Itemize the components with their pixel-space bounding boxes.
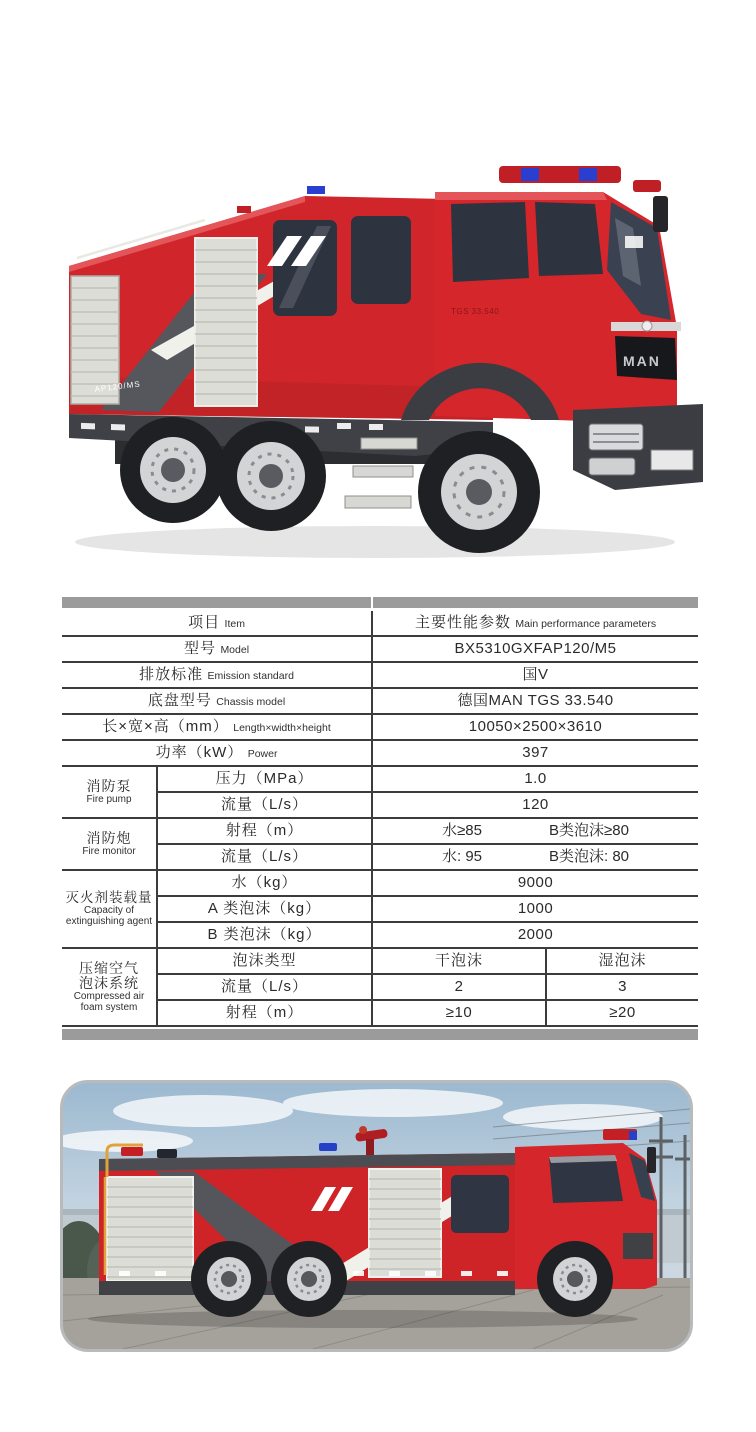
side-rear-wheel-1 xyxy=(191,1241,267,1317)
spec-table xyxy=(62,611,698,1027)
mirror-side xyxy=(647,1147,656,1173)
cab-light-bar xyxy=(499,166,661,192)
roof-beacon-red xyxy=(237,206,251,213)
spec-table-section xyxy=(62,597,698,1040)
cab-door-window xyxy=(451,202,529,282)
front-bumper xyxy=(573,404,703,490)
mid-shutter-side xyxy=(369,1169,441,1277)
group-cafs: 压缩空气泡沫系统 Compressed air foam system xyxy=(62,948,157,1026)
row-emission: 排放标准 Emission standard 国V xyxy=(62,662,698,688)
table-top-accent-bar xyxy=(62,597,698,608)
front-wheel xyxy=(418,431,540,553)
row-power: 功率（kW） Power 397 xyxy=(62,740,698,766)
body-code-text: AP120/MS xyxy=(94,379,142,394)
cab-model-text: TGS 33.540 xyxy=(451,307,500,316)
row-chassis: 底盘型号 Chassis model 德国MAN TGS 33.540 xyxy=(62,688,698,714)
group-agent-capacity: 灭火剂装载量 Capacity of extinguishing agent xyxy=(62,870,157,948)
truck-front-illustration xyxy=(55,108,705,568)
row-cafs-range: 射程（m） ≥10 ≥20 xyxy=(62,1000,698,1026)
truck-photo-side xyxy=(60,1080,693,1352)
ground-shadow xyxy=(75,526,675,558)
group-fire-pump: 消防泵 Fire pump xyxy=(62,766,157,818)
roof-beacon-blue xyxy=(307,186,325,194)
row-monitor-range: 消防炮 Fire monitor 射程（m） 水≥85 B类泡沫≥80 xyxy=(62,818,698,844)
cab-side-window xyxy=(535,202,603,276)
group-fire-monitor: 消防炮 Fire monitor xyxy=(62,818,157,870)
row-dimensions: 长×宽×高（mm） Length×width×height 10050×2500×3610 xyxy=(62,714,698,740)
rear-wheel-1 xyxy=(120,417,226,523)
row-cafs-foam-type: 压缩空气泡沫系统 Compressed air foam system 泡沫类型 干泡沫 湿泡沫 xyxy=(62,948,698,974)
mirror xyxy=(653,196,668,232)
truck-shadow xyxy=(88,1310,638,1328)
front-grille xyxy=(611,321,681,380)
row-monitor-flow: 流量（L/s） 水: 95 B类泡沫: 80 xyxy=(62,844,698,870)
windshield-sticker xyxy=(625,236,643,248)
row-capacity-foam-a: A 类泡沫（kg） 1000 xyxy=(62,896,698,922)
rear-shutter-side xyxy=(107,1177,193,1281)
table-bottom-accent-bar xyxy=(62,1029,698,1040)
side-front-wheel xyxy=(537,1241,613,1317)
crew-window-side xyxy=(451,1175,509,1233)
mid-shutter xyxy=(195,238,257,406)
header-row xyxy=(62,611,698,636)
truck-side-illustration xyxy=(63,1083,690,1349)
row-cafs-flow: 流量（L/s） 2 3 xyxy=(62,974,698,1000)
row-model: 型号 Model BX5310GXFAP120/M5 xyxy=(62,636,698,662)
row-pump-pressure: 消防泵 Fire pump 压力（MPa） 1.0 xyxy=(62,766,698,792)
truck-photo-front xyxy=(55,108,705,568)
rear-wheel-2 xyxy=(216,421,326,531)
header-value-cell: 主要性能参数 Main performance parameters xyxy=(372,611,698,636)
header-item-cell: 项目 Item xyxy=(62,611,372,636)
row-pump-flow: 流量（L/s） 120 xyxy=(62,792,698,818)
side-rear-wheel-2 xyxy=(271,1241,347,1317)
row-capacity-water: 灭火剂装载量 Capacity of extinguishing agent 水（kg） 9000 xyxy=(62,870,698,896)
cab-step-side xyxy=(623,1233,653,1259)
brand-text: MAN xyxy=(623,353,661,369)
row-capacity-foam-b: B 类泡沫（kg） 2000 xyxy=(62,922,698,948)
